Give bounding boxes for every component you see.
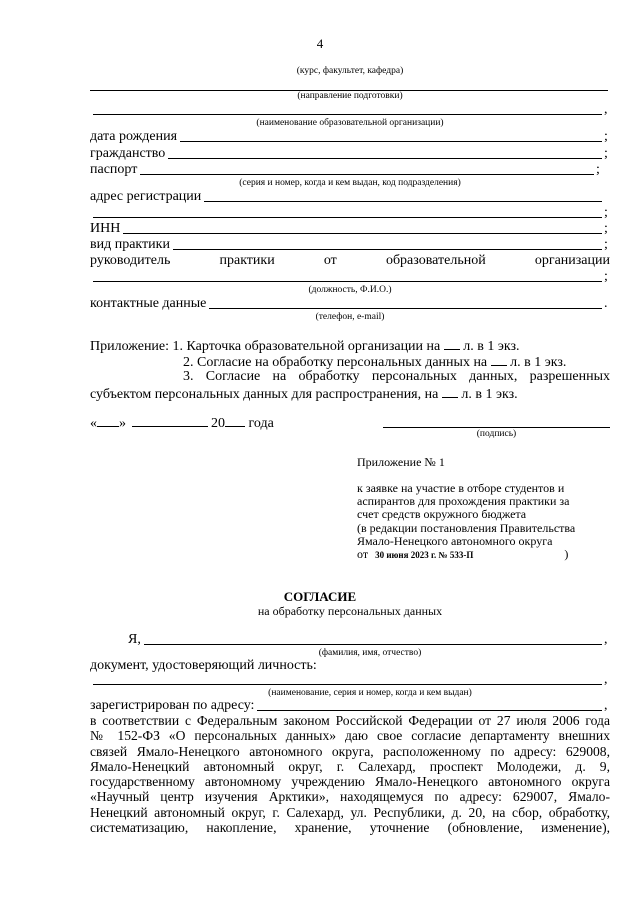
attachment-3-line2: субъектом персональных данных для распространения, на л. в 1 экз. xyxy=(90,387,518,402)
practice-type-field[interactable]: вид практики ; xyxy=(90,237,608,252)
citizenship-label: гражданство xyxy=(90,146,166,161)
document-label: документ, удостоверяющий личность: xyxy=(90,658,317,673)
appendix-lines: к заявке на участие в отборе студентов и аспирантов для прохождения практики за счет средств окружного бюджета (в редакции постановления Правительства Ямало-Ненецкого автономного округа от 30 июня 2023 г. № 533-П ) xyxy=(357,482,612,562)
passport-caption: (серия и номер, когда и кем выдан, код подразделения) xyxy=(239,178,461,188)
consent-title: СОГЛАСИЕ xyxy=(283,589,357,604)
date-year-field[interactable] xyxy=(225,414,245,427)
address-label: адрес регистрации xyxy=(90,189,202,204)
attachment-3-pages[interactable] xyxy=(442,385,458,398)
decree-ref: 30 июня 2023 г. № 533-П xyxy=(375,550,474,561)
appendix-decree-line: от 30 июня 2023 г. № 533-П ) xyxy=(357,547,569,562)
organization-field[interactable] xyxy=(90,102,610,118)
registered-field[interactable]: зарегистрирован по адресу: , xyxy=(90,698,608,713)
supervisor-caption: (должность, Ф.И.О.) xyxy=(308,285,392,295)
birth-date-field[interactable]: дата рождения ; xyxy=(90,129,608,144)
inn-label: ИНН xyxy=(90,221,121,236)
date-month-field[interactable] xyxy=(132,414,208,427)
comma: , xyxy=(604,102,608,117)
date-day-field[interactable] xyxy=(97,414,119,427)
document-field[interactable]: , xyxy=(90,672,610,688)
supervisor-field[interactable]: ; xyxy=(90,269,610,285)
signature-caption: (подпись) xyxy=(476,429,517,439)
page-number: 4 xyxy=(316,36,324,51)
citizenship-field[interactable]: гражданство ; xyxy=(90,146,608,161)
registered-label: зарегистрирован по адресу: xyxy=(90,698,255,713)
address-field-line2[interactable]: ; xyxy=(90,205,610,221)
consent-subtitle: на обработку персональных данных xyxy=(257,604,443,618)
attachment-1: Приложение: 1. Карточка образовательной организации на л. в 1 экз. xyxy=(90,339,520,354)
appendix-title: Приложение № 1 xyxy=(357,455,445,469)
attachment-3-line1: 3. Согласие на обработку персональных данных, разрешенных xyxy=(183,369,610,384)
address-field[interactable] xyxy=(90,189,610,205)
contacts-label: контактные данные xyxy=(90,296,207,311)
inn-field[interactable]: ИНН ; xyxy=(90,221,608,236)
practice-type-label: вид практики xyxy=(90,237,170,252)
document-caption: (наименование, серия и номер, когда и кем выдан) xyxy=(268,688,472,698)
direction-caption: (направление подготовки) xyxy=(297,91,403,101)
organization-caption: (наименование образовательной организации) xyxy=(256,118,444,128)
attachment-1-pages[interactable] xyxy=(444,337,460,350)
attachment-2-pages[interactable] xyxy=(491,353,507,366)
fio-field[interactable]: Я, , xyxy=(128,632,608,647)
date-line: « » 20 года xyxy=(90,416,274,431)
course-caption: (курс, факультет, кафедра) xyxy=(296,66,404,76)
signature-line[interactable] xyxy=(383,427,610,428)
contacts-field[interactable]: контактные данные . xyxy=(90,296,608,311)
passport-label: паспорт xyxy=(90,162,138,177)
i-label: Я, xyxy=(128,632,141,647)
birth-date-label: дата рождения xyxy=(90,129,178,144)
consent-body: в соответствии с Федеральным законом Российской Федерации от 27 июля 2006 года № 152-ФЗ «О персональных данных» даю свое согласие департаменту внешних связей Ямало-Ненецкого автономного округа, расположенному по адресу: 629008, Ямало-Ненецкий автономный округ, г. Салехард, проспект Молодежи, д. 9, государственному автономному учреждению Ямало-Ненецкого автономного округа «Научный центр изучения Арктики», находящемуся по адресу: 629007, Ямало- Ненецкий автономный округ, г. Салехард, ул. Республики, д. 20, на сбор, обработку, систематизацию, накопление, хранение, уточнение (обновление, изменение), xyxy=(90,713,610,836)
passport-field[interactable]: паспорт ; xyxy=(90,162,600,177)
fio-caption: (фамилия, имя, отчество) xyxy=(318,648,422,658)
supervisor-label: руководитель практики от образовательной организации xyxy=(90,253,610,268)
attachment-2: 2. Согласие на обработку персональных данных на л. в 1 экз. xyxy=(183,355,567,370)
contacts-caption: (телефон, e-mail) xyxy=(315,312,385,322)
